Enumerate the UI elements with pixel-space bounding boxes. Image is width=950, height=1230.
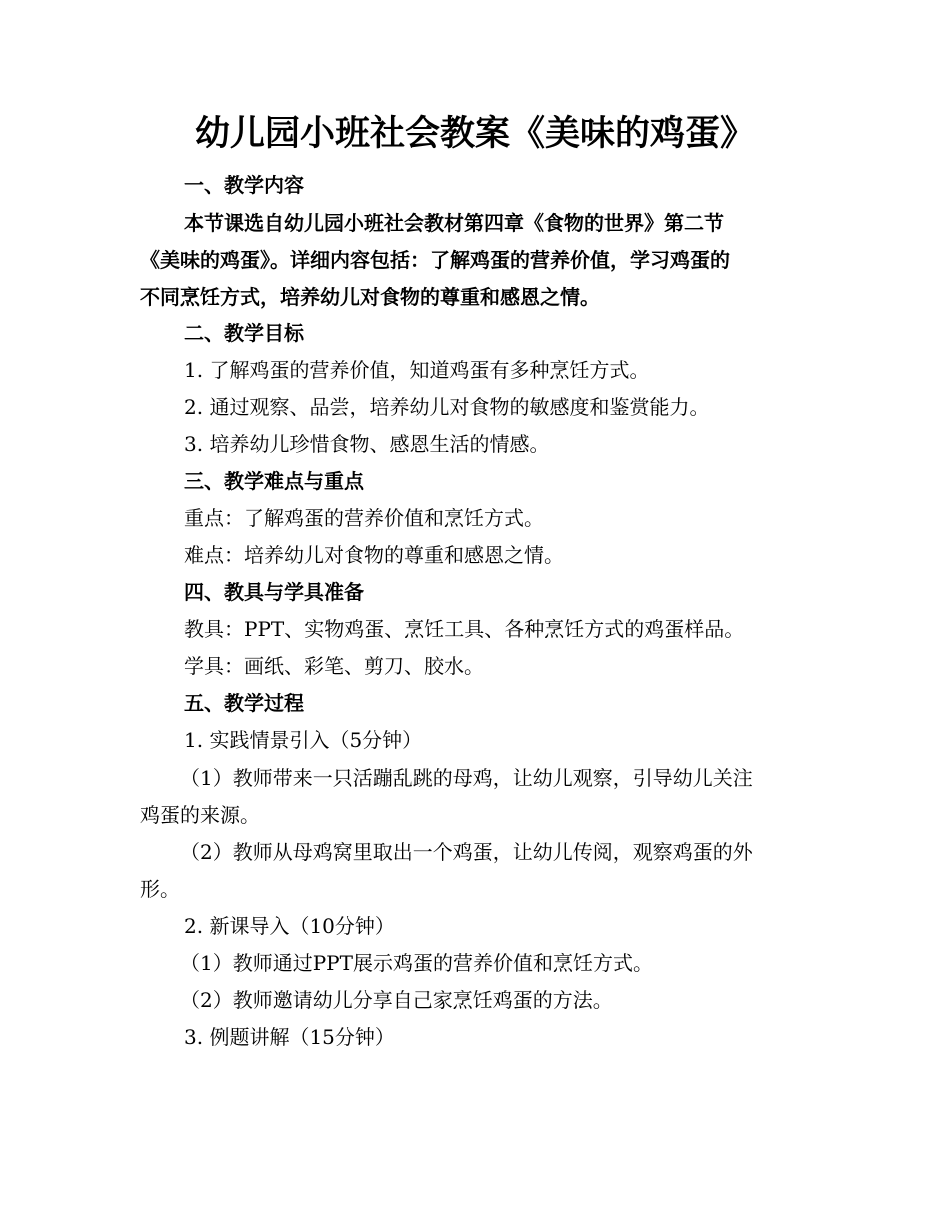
process-step-title: 3. 例题讲解（15分钟） bbox=[184, 1025, 395, 1049]
content-paragraph-line-2: 《美味的鸡蛋》。详细内容包括：了解鸡蛋的营养价值，学习鸡蛋的 bbox=[140, 248, 730, 272]
process-step-title: 1. 实践情景引入（5分钟） bbox=[184, 728, 423, 752]
content-paragraph-line-3: 不同烹饪方式，培养幼儿对食物的尊重和感恩之情。 bbox=[140, 285, 600, 309]
section-heading-key-points: 三、教学难点与重点 bbox=[184, 469, 364, 493]
objective-item: 3. 培养幼儿珍惜食物、感恩生活的情感。 bbox=[184, 432, 550, 456]
section-heading-process: 五、教学过程 bbox=[184, 691, 304, 715]
process-step-item-line: （2）教师邀请幼儿分享自己家烹饪鸡蛋的方法。 bbox=[180, 988, 613, 1012]
difficulty-text: 难点：培养幼儿对食物的尊重和感恩之情。 bbox=[184, 543, 564, 567]
process-step-item-line: 鸡蛋的来源。 bbox=[140, 803, 260, 827]
objective-item: 1. 了解鸡蛋的营养价值，知道鸡蛋有多种烹饪方式。 bbox=[184, 358, 650, 382]
learning-aids-text: 学具：画纸、彩笔、剪刀、胶水。 bbox=[184, 654, 484, 678]
section-heading-objectives: 二、教学目标 bbox=[184, 321, 304, 345]
process-step-item-line: 形。 bbox=[140, 877, 180, 901]
section-heading-materials: 四、教具与学具准备 bbox=[184, 580, 364, 604]
key-point-text: 重点：了解鸡蛋的营养价值和烹饪方式。 bbox=[184, 506, 544, 530]
process-step-item-line: （2）教师从母鸡窝里取出一个鸡蛋，让幼儿传阅，观察鸡蛋的外 bbox=[180, 840, 753, 864]
process-step-item-line: （1）教师带来一只活蹦乱跳的母鸡，让幼儿观察，引导幼儿关注 bbox=[180, 766, 753, 790]
objective-item: 2. 通过观察、品尝，培养幼儿对食物的敏感度和鉴赏能力。 bbox=[184, 395, 710, 419]
process-step-item-line: （1）教师通过PPT展示鸡蛋的营养价值和烹饪方式。 bbox=[180, 951, 653, 975]
document-title: 幼儿园小班社会教案《美味的鸡蛋》 bbox=[194, 114, 755, 154]
content-paragraph-line-1: 本节课选自幼儿园小班社会教材第四章《食物的世界》第二节 bbox=[184, 211, 724, 235]
teaching-aids-text: 教具：PPT、实物鸡蛋、烹饪工具、各种烹饪方式的鸡蛋样品。 bbox=[184, 617, 745, 641]
section-heading-content: 一、教学内容 bbox=[184, 173, 304, 197]
process-step-title: 2. 新课导入（10分钟） bbox=[184, 914, 395, 938]
